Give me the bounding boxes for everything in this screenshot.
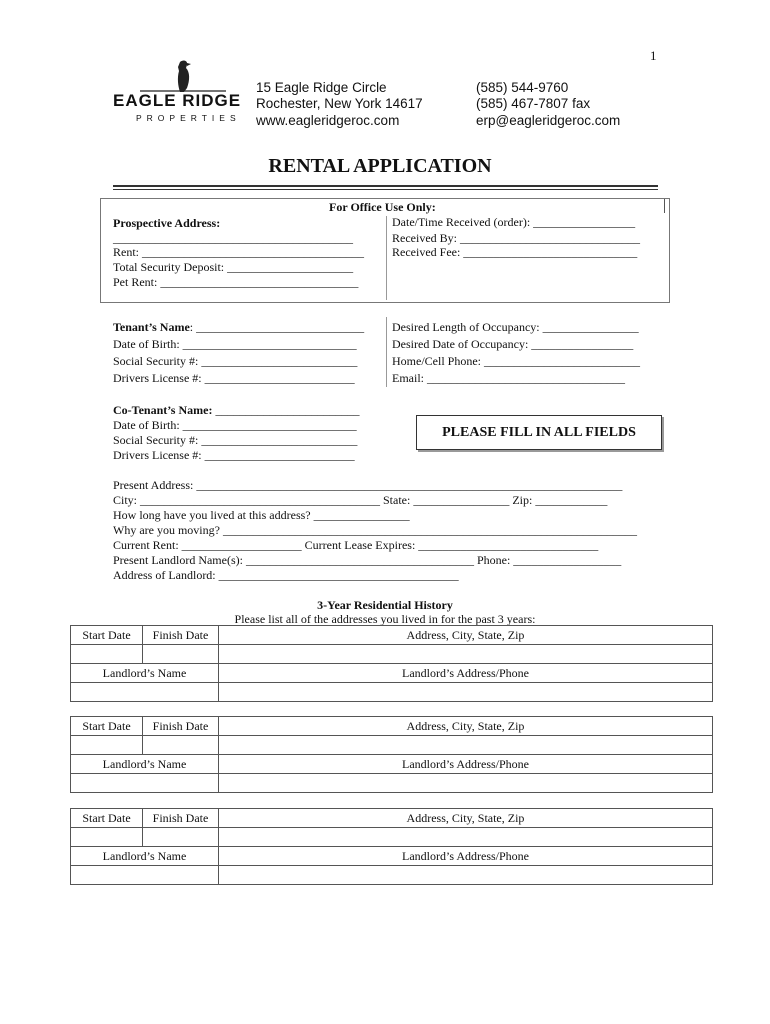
address-input[interactable] <box>219 736 713 755</box>
address-header: Address, City, State, Zip <box>219 717 713 736</box>
prospective-address-label: Prospective Address: <box>113 216 221 230</box>
contact-address1: 15 Eagle Ridge Circle <box>256 80 387 95</box>
title-rule-bottom <box>113 189 658 190</box>
page-title: RENTAL APPLICATION <box>268 155 492 177</box>
contact-fax: (585) 467-7807 fax <box>476 96 591 111</box>
title-rule-top <box>113 185 658 187</box>
history-subtitle: Please list all of the addresses you lived in for the past 3 years: <box>234 612 536 626</box>
cotenant-name-field[interactable]: Co-Tenant’s Name: ________________________ <box>113 403 360 417</box>
address-header: Address, City, State, Zip <box>219 626 713 645</box>
history-table-2 <box>70 716 713 793</box>
address-input[interactable] <box>219 828 713 847</box>
tenant-ssn-field[interactable]: Social Security #: __________________________ <box>113 354 358 368</box>
start-date-input[interactable] <box>71 828 143 847</box>
company-logo <box>108 58 248 128</box>
present-landlord-field[interactable]: Present Landlord Name(s): ______________________________________ Phone: __________________ <box>113 553 622 567</box>
notice-text: PLEASE FILL IN ALL FIELDS <box>442 425 636 440</box>
cotenant-name-label: Co-Tenant’s Name: <box>113 403 213 417</box>
finish-date-input[interactable] <box>143 828 219 847</box>
tenant-name-field[interactable]: Tenant’s Name: ____________________________ <box>113 320 365 334</box>
pet-rent-field[interactable]: Pet Rent: _________________________________ <box>113 275 359 289</box>
tenant-dob-field[interactable]: Date of Birth: _____________________________ <box>113 337 357 351</box>
landlord-address-input[interactable] <box>219 683 713 702</box>
logo-subtitle: PROPERTIES <box>136 113 241 123</box>
city-state-zip-field[interactable]: City: ________________________________________ State: ________________ Zip: ____________ <box>113 493 608 507</box>
cotenant-license-field[interactable]: Drivers License #: _________________________ <box>113 448 355 462</box>
desired-date-field[interactable]: Desired Date of Occupancy: _________________ <box>392 337 634 351</box>
office-divider <box>386 216 387 300</box>
landlord-name-header: Landlord’s Name <box>71 664 219 683</box>
landlord-address-header: Landlord’s Address/Phone <box>219 755 713 774</box>
start-date-header: Start Date <box>71 626 143 645</box>
landlord-name-header: Landlord’s Name <box>71 755 219 774</box>
contact-website[interactable]: www.eagleridgeroc.com <box>256 113 400 128</box>
landlord-name-header: Landlord’s Name <box>71 847 219 866</box>
phone-field[interactable]: Home/Cell Phone: __________________________ <box>392 354 640 368</box>
received-fee-field[interactable]: Received Fee: _____________________________ <box>392 245 638 259</box>
present-address-field[interactable]: Present Address: _______________________________________________________________________ <box>113 478 623 492</box>
office-heading: For Office Use Only: <box>329 200 436 214</box>
history-title: 3-Year Residential History <box>317 598 453 612</box>
finish-date-input[interactable] <box>143 645 219 664</box>
finish-date-header: Finish Date <box>143 809 219 828</box>
finish-date-header: Finish Date <box>143 626 219 645</box>
address-input[interactable] <box>219 645 713 664</box>
contact-email[interactable]: erp@eagleridgeroc.com <box>476 113 621 128</box>
start-date-header: Start Date <box>71 809 143 828</box>
landlord-name-input[interactable] <box>71 866 219 885</box>
email-field[interactable]: Email: _________________________________ <box>392 371 625 385</box>
cotenant-dob-field[interactable]: Date of Birth: _____________________________ <box>113 418 357 432</box>
tenant-divider <box>386 317 387 387</box>
landlord-address-input[interactable] <box>219 866 713 885</box>
desired-length-field[interactable]: Desired Length of Occupancy: ________________ <box>392 320 639 334</box>
how-long-field[interactable]: How long have you lived at this address? ________________ <box>113 508 410 522</box>
rent-field[interactable]: Rent: _____________________________________ <box>113 245 364 259</box>
finish-date-header: Finish Date <box>143 717 219 736</box>
datetime-received-field[interactable]: Date/Time Received (order): _________________ <box>392 215 636 229</box>
finish-date-input[interactable] <box>143 736 219 755</box>
prospective-address-field[interactable]: ________________________________________ <box>113 231 353 245</box>
landlord-name-input[interactable] <box>71 683 219 702</box>
page-number: 1 <box>650 48 657 63</box>
tenant-name-label: Tenant’s Name <box>113 320 190 334</box>
history-table-1 <box>70 625 713 702</box>
address-header: Address, City, State, Zip <box>219 809 713 828</box>
start-date-input[interactable] <box>71 736 143 755</box>
cotenant-ssn-field[interactable]: Social Security #: __________________________ <box>113 433 358 447</box>
landlord-name-input[interactable] <box>71 774 219 793</box>
landlord-address-input[interactable] <box>219 774 713 793</box>
start-date-input[interactable] <box>71 645 143 664</box>
why-moving-field[interactable]: Why are you moving? _____________________________________________________________________ <box>113 523 637 537</box>
landlord-address-header: Landlord’s Address/Phone <box>219 664 713 683</box>
logo-name: EAGLE RIDGE <box>113 91 242 110</box>
landlord-address-header: Landlord’s Address/Phone <box>219 847 713 866</box>
security-deposit-field[interactable]: Total Security Deposit: _____________________ <box>113 260 354 274</box>
contact-phone: (585) 544-9760 <box>476 80 569 95</box>
start-date-header: Start Date <box>71 717 143 736</box>
current-rent-field[interactable]: Current Rent: ____________________ Current Lease Expires: ______________________________ <box>113 538 599 552</box>
landlord-address-field[interactable]: Address of Landlord: ________________________________________ <box>113 568 459 582</box>
received-by-field[interactable]: Received By: ______________________________ <box>392 231 640 245</box>
tenant-license-field[interactable]: Drivers License #: _________________________ <box>113 371 355 385</box>
contact-address2: Rochester, New York 14617 <box>256 96 423 111</box>
notice-box <box>416 415 662 450</box>
history-table-3 <box>70 808 713 885</box>
